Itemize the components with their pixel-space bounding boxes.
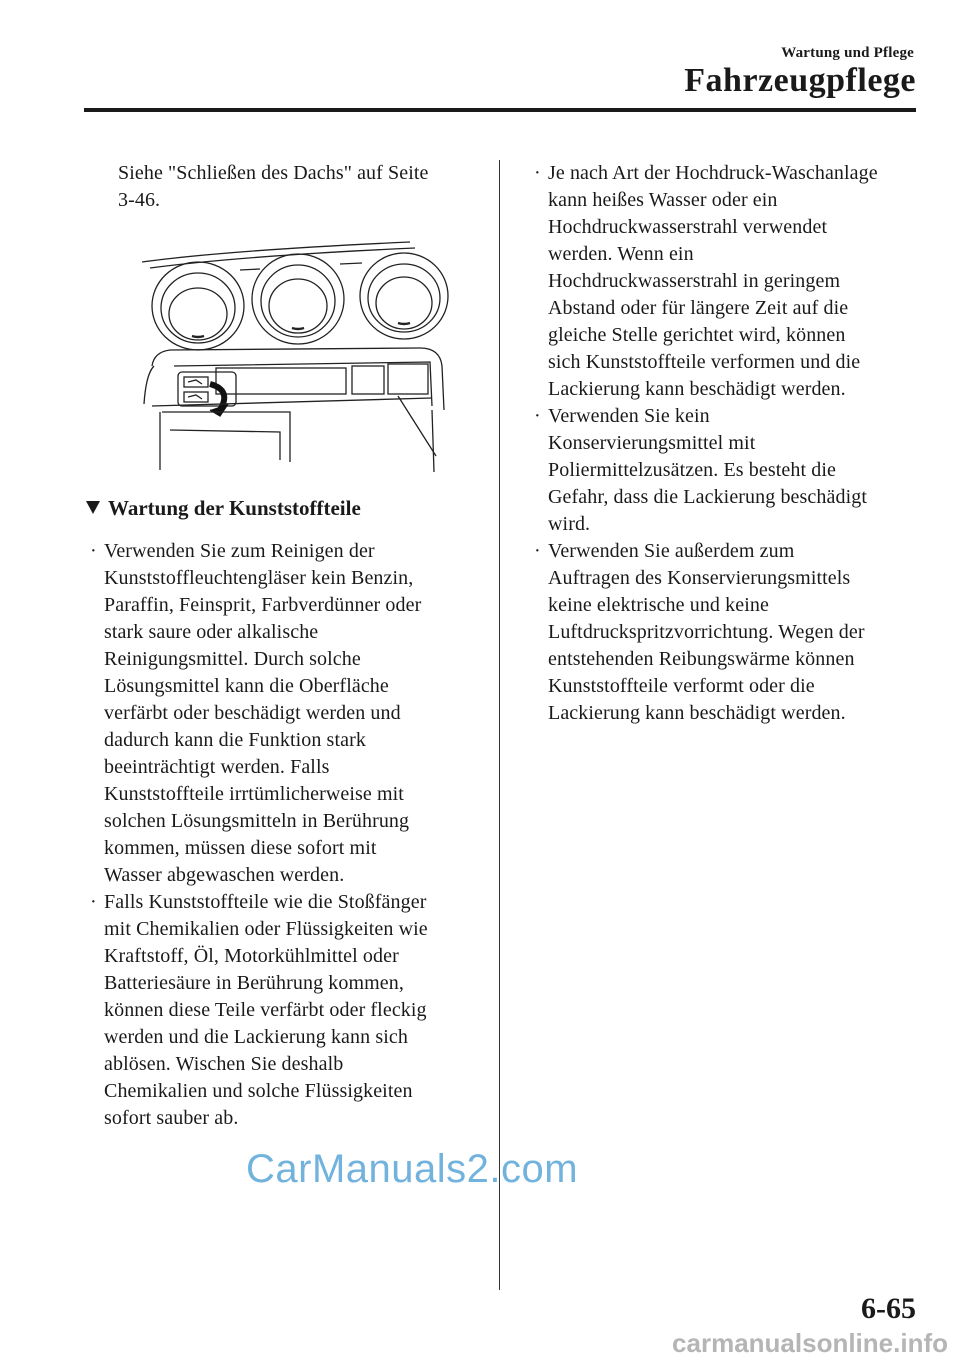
bullet-text-line: keine elektrische und keine	[548, 594, 769, 616]
bullet-text-line: Luftdruckspritzvorrichtung. Wegen der	[548, 621, 865, 643]
bullet-text-line: Verwenden Sie außerdem zum	[548, 540, 795, 562]
column-divider	[499, 160, 500, 1290]
bullet-text-line: Kraftstoff, Öl, Motorkühlmittel oder	[104, 945, 399, 967]
header-section-label: Wartung und Pflege	[781, 45, 914, 61]
bullet-text-line: werden und die Lackierung kann sich	[104, 1026, 408, 1048]
bullet-text-line: mit Chemikalien oder Flüssigkeiten wie	[104, 918, 428, 940]
bullet-text-line: Lackierung kann beschädigt werden.	[548, 378, 846, 400]
bullet-text-line: Chemikalien und solche Flüssigkeiten	[104, 1080, 413, 1102]
bullet-text-line: wird.	[548, 513, 591, 535]
bullet-text-line: kann heißes Wasser oder ein	[548, 189, 778, 211]
bullet-text-line: Abstand oder für längere Zeit auf die	[548, 297, 849, 319]
bullet-text-line: ablösen. Wischen Sie deshalb	[104, 1053, 344, 1075]
bullet-text-line: Lackierung kann beschädigt werden.	[548, 702, 846, 724]
triangle-marker-icon	[86, 501, 100, 514]
bullet-text-line: können diese Teile verfärbt oder fleckig	[104, 999, 427, 1021]
bullet-text-line: beeinträchtigt werden. Falls	[104, 756, 330, 778]
page-title: Fahrzeugpflege	[684, 62, 916, 99]
bullet-text-line: Verwenden Sie zum Reinigen der	[104, 540, 375, 562]
bullet-text-line: Hochdruckwasserstrahl verwendet	[548, 216, 828, 238]
bullet-dot: ·	[534, 162, 541, 184]
bullet-text-line: solchen Lösungsmitteln in Berührung	[104, 810, 410, 832]
bullet-text-line: Lösungsmittel kann die Oberfläche	[104, 675, 389, 697]
bullet-text-line: sofort sauber ab.	[104, 1107, 239, 1129]
bullet-text-line: Verwenden Sie kein	[548, 405, 710, 427]
bullet-text-line: dadurch kann die Funktion stark	[104, 729, 366, 751]
intro-line: Siehe "Schließen des Dachs" auf Seite	[118, 162, 429, 184]
bullet-dot: ·	[90, 540, 97, 562]
bullet-text-line: kommen, müssen diese sofort mit	[104, 837, 377, 859]
bullet-text-line: stark saure oder alkalische	[104, 621, 319, 643]
header-rule	[84, 108, 916, 112]
bullet-text-line: Konservierungsmittel mit	[548, 432, 756, 454]
bullet-text-line: sich Kunststoffteile verformen und die	[548, 351, 861, 373]
bullet-dot: ·	[534, 540, 541, 562]
section-heading	[86, 496, 361, 521]
bullet-text-line: werden. Wenn ein	[548, 243, 694, 265]
section-heading-text: Wartung der Kunststoffteile	[108, 496, 361, 520]
bullet-text-line: Wasser abgewaschen werden.	[104, 864, 345, 886]
bullet-text-line: Batteriesäure in Berührung kommen,	[104, 972, 404, 994]
bullet-text-line: Gefahr, dass die Lackierung beschädigt	[548, 486, 867, 508]
page-number: 6-65	[861, 1292, 916, 1325]
watermark-text: CarManuals2.com	[246, 1147, 579, 1191]
bullet-text-line: Kunststoffteile irrtümlicherweise mit	[104, 783, 404, 805]
bullet-dot: ·	[534, 405, 541, 427]
bullet-text-line: Kunststoffleuchtengläser kein Benzin,	[104, 567, 414, 589]
bullet-text-line: Hochdruckwasserstrahl in geringem	[548, 270, 841, 292]
bullet-text-line: Falls Kunststoffteile wie die Stoßfänger	[104, 891, 427, 913]
bullet-text-line: entstehenden Reibungswärme können	[548, 648, 855, 670]
bullet-text-line: gleiche Stelle gerichtet wird, können	[548, 324, 846, 346]
bullet-text-line: Je nach Art der Hochdruck-Waschanlage	[548, 162, 878, 184]
bullet-text-line: Auftragen des Konservierungsmittels	[548, 567, 851, 589]
intro-line: 3-46.	[118, 189, 161, 211]
bullet-text-line: Reinigungsmittel. Durch solche	[104, 648, 361, 670]
bullet-text-line: Paraffin, Feinsprit, Farbverdünner oder	[104, 594, 422, 616]
bullet-dot: ·	[90, 891, 97, 913]
bullet-text-line: Kunststoffteile verformt oder die	[548, 675, 815, 697]
bullet-text-line: Poliermittelzusätzen. Es besteht die	[548, 459, 836, 481]
bullet-text-line: verfärbt oder beschädigt werden und	[104, 702, 401, 724]
footer-watermark: carmanualsonline.info	[672, 1328, 948, 1358]
dashboard-illustration	[140, 234, 450, 474]
